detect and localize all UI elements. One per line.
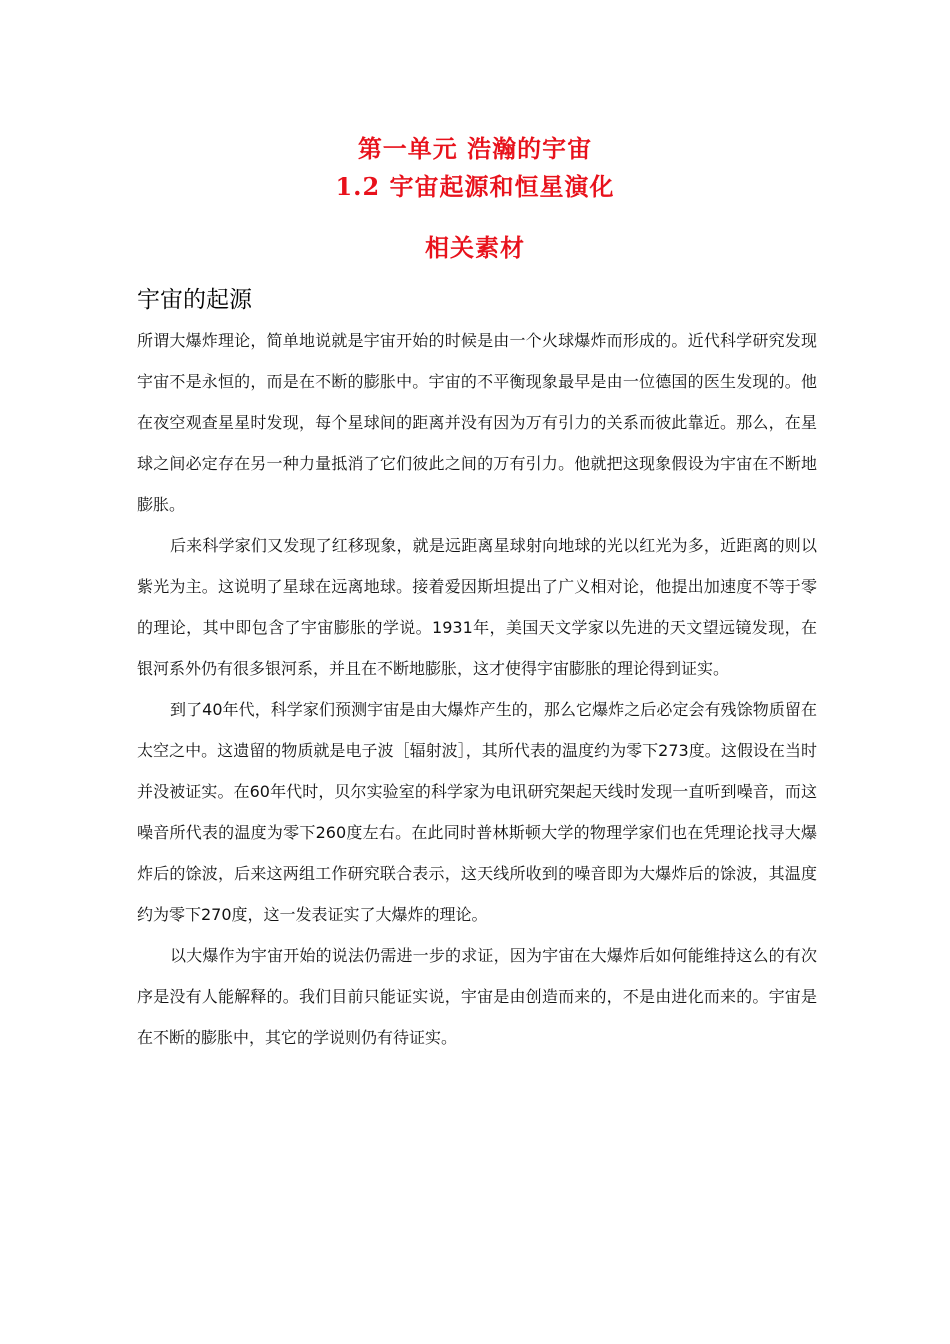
paragraph-1: 所谓大爆炸理论，简单地说就是宇宙开始的时候是由一个火球爆炸而形成的。近代科学研究发现宇宙不是永恒的，而是在不断的膨胀中。宇宙的不平衡现象最早是由一位德国的医生发现的。他在夜空观查星星时发现，每个星球间的距离并没有因为万有引力的关系而彼此靠近。那么，在星球之间必定存在另一种力量抵消了它们彼此之间的万有引力。他就把这现象假设为宇宙在不断地膨胀。 bbox=[137, 331, 817, 514]
section-heading: 宇宙的起源 bbox=[137, 287, 252, 313]
article-body bbox=[137, 320, 817, 1058]
paragraph-2: 后来科学家们又发现了红移现象，就是远距离星球射向地球的光以红光为多，近距离的则以紫光为主。这说明了星球在远离地球。接着爱因斯坦提出了广义相对论，他提出加速度不等于零的理论，其中即包含了宇宙膨胀的学说。1931年，美国天文学家以先进的天文望远镜发现，在银河系外仍有很多银河系，并且在不断地膨胀，这才使得宇宙膨胀的理论得到证实。 bbox=[137, 536, 817, 678]
paragraph-4: 以大爆作为宇宙开始的说法仍需进一步的求证，因为宇宙在大爆炸后如何能维持这么的有次序是没有人能解释的。我们目前只能证实说，宇宙是由创造而来的，不是由进化而来的。宇宙是在不断的膨胀中，其它的学说则仍有待证实。 bbox=[137, 946, 817, 1047]
material-title: 相关素材 bbox=[425, 233, 525, 262]
unit-title: 第一单元 浩瀚的宇宙 bbox=[357, 134, 593, 163]
lesson-title: 1.2 宇宙起源和恒星演化 bbox=[335, 172, 615, 201]
paragraph-3: 到了40年代，科学家们预测宇宙是由大爆炸产生的，那么它爆炸之后必定会有残馀物质留在太空之中。这遗留的物质就是电子波［辐射波］，其所代表的温度约为零下273度。这假设在当时并没被证实。在60年代时，贝尔实验室的科学家为电讯研究架起天线时发现一直听到噪音，而这噪音所代表的温度为零下260度左右。在此同时普林斯顿大学的物理学家们也在凭理论找寻大爆炸后的馀波，后来这两组工作研究联合表示，这天线所收到的噪音即为大爆炸后的馀波，其温度约为零下270度，这一发表证实了大爆炸的理论。 bbox=[137, 700, 817, 924]
